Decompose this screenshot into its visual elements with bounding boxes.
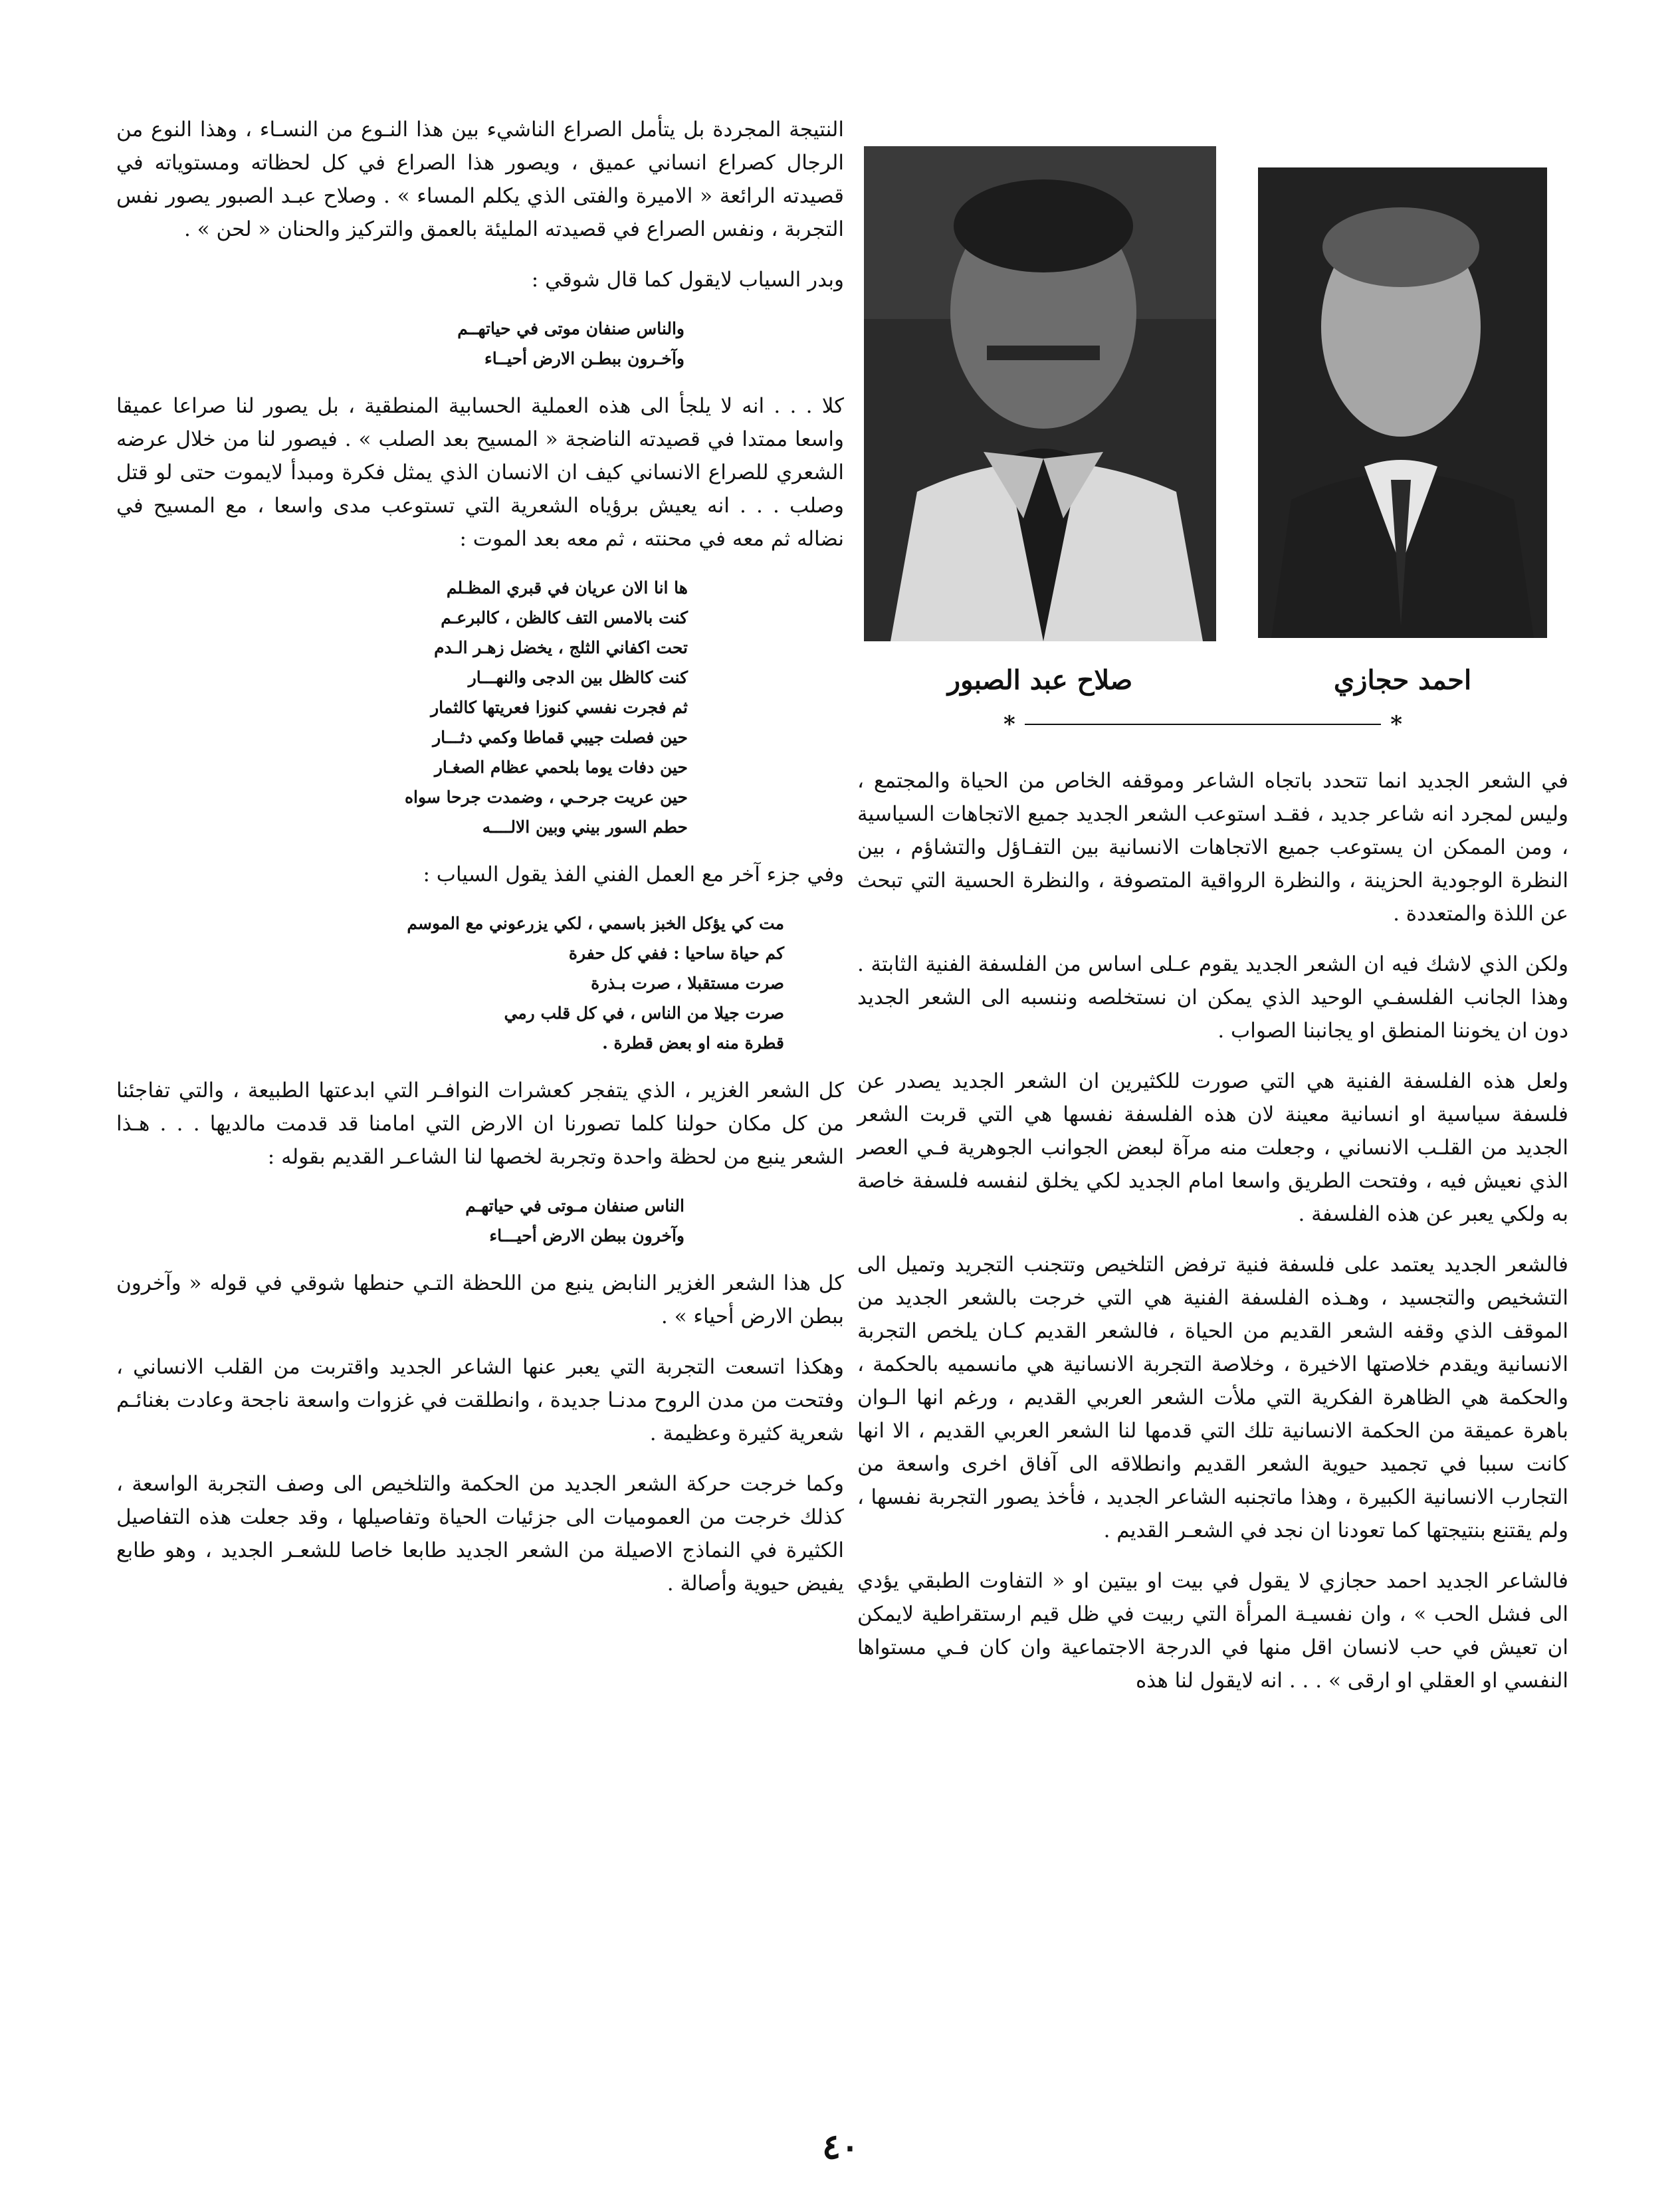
verse-block	[116, 573, 844, 842]
verse-line: ثم فجرت نفسي كنوزا فعريتها كالثمار	[431, 698, 688, 717]
verse-line: صرت جيلا من الناس ، في كل قلب رمي	[504, 1003, 784, 1023]
caption-salah-abdel-sabour: صلاح عبد الصبور	[947, 665, 1133, 696]
verse-line: والناس صنفان موتى في حياتهــم	[457, 319, 684, 338]
divider-star-left: *	[1003, 711, 1015, 738]
verse-block	[116, 1191, 844, 1251]
paragraph: فالشاعر الجديد احمد حجازي لا يقول في بيت او بيتين او « التفاوت الطبقي يؤدي الى فشل الحب » ، وان نفسيـة المرأة التي ربيت في ظل قيم ارستقراطية لايمكن ان تعيش في حب لانسان اقل منها في الدرجة الاجتماعية وان كان فـي مستواها النفسي او العقلي او ارقى » . . . انه لايقول لنا هذه	[857, 1569, 1568, 1693]
verse-line: صرت مستقبلا ، صرت بـذرة	[591, 974, 784, 993]
paragraph: في الشعر الجديد انما تتحدد باتجاه الشاعر وموقفه الخاص من الحياة والمجتمع ، وليس لمجرد انه شاعر جديد ، فقـد استوعب الشعر الجديد جميع الاتجاهات السياسية ، ومن الممكن ان يستوعب جميع الاتجاهات الانسانية بين التفـاؤل والتشاؤم ، بين النظرة الوجودية الحزينة ، والنظرة الرواقية المتصوفة ، والنظرة الحسية التي تبحث عن اللذة والمتعددة .	[857, 769, 1568, 926]
paragraph: وهكذا اتسعت التجربة التي يعبر عنها الشاعر الجديد واقتربت من القلب الانساني ، وفتحت من مدن الروح مدنـا جديدة ، وانطلقت في غزوات واسعة ناجحة وعادت بغنائـم شعرية كثيرة وعظيمة .	[116, 1355, 844, 1445]
divider-star-right: *	[1390, 711, 1402, 738]
paragraph: فالشعر الجديد يعتمد على فلسفة فنية ترفض التلخيص وتتجنب التجريد وتميل الى التشخيص والتجسيد ، وهـذه الفلسفة الفنية هي التي خرجت بالشعر الجديد من الموقف الذي وقفه الشعر القديم من الحياة ، فالشعر القديم كـان يلخص التجربة الانسانية ويقدم خلاصتها الاخيرة ، وخلاصة التجربة الانسانية هي مانسميه بالحكمة ، والحكمة هي الظاهرة الفكرية التي ملأت الشعر العربي القديم ، ورغم انها الـوان باهرة عميقة من الحكمة الانسانية تلك التي قدمها لنا الشعر العربي القديم ، الا انها كانت سببا في تجميد حيوية الشعر القديم وانطلاقه الى آفاق اخرى واسعة من التجارب الانسانية الكبيرة ، وهذا ماتجنبه الشاعر الجديد ، فأخذ يصور التجربة نفسها ، ولم يقتنع بنتيجتها كما تعودنا ان نجد في الشعـر القديم .	[857, 1253, 1568, 1542]
paragraph: ولعل هذه الفلسفة الفنية هي التي صورت للكثيرين ان الشعر الجديد يصدر عن فلسفة سياسية او انسانية معينة لان هذه الفلسفة نفسها هي التي قربت الشعر الجديد من القلـب الانساني ، وجعلت منه مرآة لبعض الجوانب الجوهرية فـي العصر الذي نعيش فيه ، وفتحت الطريق واسعا امام الجديد لكي يخلق لنفسه فلسفة خاصة به ولكي يعبر عن هذه الفلسفة .	[857, 1069, 1568, 1226]
paragraph: ولكن الذي لاشك فيه ان الشعر الجديد يقوم عـلى اساس من الفلسفة الفنية الثابتة . وهذا الجانب الفلسفـي الوحيد الذي يمكن ان نستخلصه وننسبه الى الشعر الجديد دون ان يخوننا المنطق او يجانبنا الصواب .	[857, 952, 1568, 1043]
verse-line: وآخـرون ببطـن الارض أحيــاء	[484, 349, 684, 368]
paragraph: النتيجة المجردة بل يتأمل الصراع الناشيء بين هذا النـوع من النسـاء ، وهذا النوع من الرجال كصراع انساني عميق ، ويصور هذا الصراع في كل لحظاته ومستوياته في قصيدته الرائعة « الاميرة والفتى الذي يكلم المساء » . وصلاح عبـد الصبور يصور نفس التجربة ، ونفس الصراع في قصيدته المليئة بالعمق والتركيز والحنان « لحن » .	[116, 118, 844, 241]
verse-line: تحت اكفاني الثلج ، يخضل زهـر الـدم	[434, 638, 688, 657]
paragraph: وبدر السياب لايقول كما قال شوقي :	[531, 268, 844, 292]
verse-line: حين دفات يوما بلحمي عظام الصغـار	[434, 758, 688, 777]
verse-line: حين عريت جرحـي ، وضمدت جرحا سواه	[404, 787, 688, 807]
verse-block	[116, 314, 844, 373]
verse-line: قطرة منه او بعض قطرة .	[602, 1033, 784, 1053]
left-column	[116, 113, 844, 1618]
verse-line: حطم السور بيني وبين الالــــه	[482, 817, 688, 837]
verse-block	[116, 908, 844, 1058]
verse-line: كنت كالظل بين الدجى والنهـــار	[468, 668, 688, 687]
verse-line: ها انا الان عريان في قبري المظـلم	[446, 578, 688, 597]
verse-line: الناس صنفان مـوتى في حياتهـم	[465, 1196, 684, 1215]
paragraph: وكما خرجت حركة الشعر الجديد من الحكمة والتلخيص الى وصف التجربة الواسعة ، كذلك خرجت من العموميات الى جزئيات الحياة وتفاصيلها ، وقد جعلت هذه التفاصيل الكثيرة في النماذج الاصيلة من الشعر الجديد طابعا خاصا للشعـر الجديد ، وهو طابع يفيض حيوية وأصالة .	[116, 1472, 844, 1596]
verse-line: وآخرون ببطن الارض أحيـــاء	[489, 1226, 684, 1245]
divider-rule	[1025, 724, 1381, 725]
portrait-image	[864, 146, 1216, 641]
paragraph: كل هذا الشعر الغزير النابض ينبع من اللحظة التـي حنطها شوقي في قوله « وآخرون ببطن الارض أحياء » .	[116, 1271, 844, 1328]
verse-line: كم حياة ساحيا : ففي كل حفرة	[568, 944, 784, 963]
portrait-salah-abdel-sabour	[864, 146, 1216, 641]
page-number: ٤٠	[822, 2127, 859, 2167]
paragraph: وفي جزء آخر مع العمل الفني الفذ يقول السياب :	[423, 863, 844, 887]
paragraph: كلا . . . انه لا يلجأ الى هذه العملية الحسابية المنطقية ، بل يصور لنا صراعا عميقا واسعا ممتدا في قصيدته الناضجة « المسيح بعد الصلب » . فيصور لنا من خلال عرضه الشعري للصراع الانساني كيف ان الانسان الذي يمثل فكرة ومبدأ لايموت حتى لو قتل وصلب . . . انه يعيش برؤياه الشعرية التي تستوعب مدى واسعا ، مع المسيح في نضاله ثم معه في محنته ، ثم معه بعد الموت :	[116, 394, 844, 551]
verse-line: حين فصلت جيبي قماطا وكمي دثـــار	[433, 728, 688, 747]
portrait-ahmed-hegazi	[1258, 167, 1547, 638]
caption-ahmed-hegazi: احمد حجازي	[1333, 665, 1472, 696]
section-divider	[1003, 711, 1402, 738]
verse-line: كنت بالامس التف كالظن ، كالبرعـم	[441, 608, 688, 627]
portrait-image	[1258, 167, 1547, 638]
right-column	[857, 764, 1568, 1715]
paragraph: كل الشعر الغزير ، الذي يتفجر كعشرات النوافـر التي ابدعتها الطبيعة ، والتي تفاجئنا من كل مكان حولنا كلما تصورنا ان الارض التي امامنا قد قدمت مالديها . . . هـذا الشعر ينبع من لحظة واحدة وتجربة لخصها لنا الشاعـر القديم بقوله :	[116, 1079, 844, 1169]
verse-line: مت كي يؤكل الخبز باسمي ، لكي يزرعوني مع الموسم	[407, 914, 784, 933]
